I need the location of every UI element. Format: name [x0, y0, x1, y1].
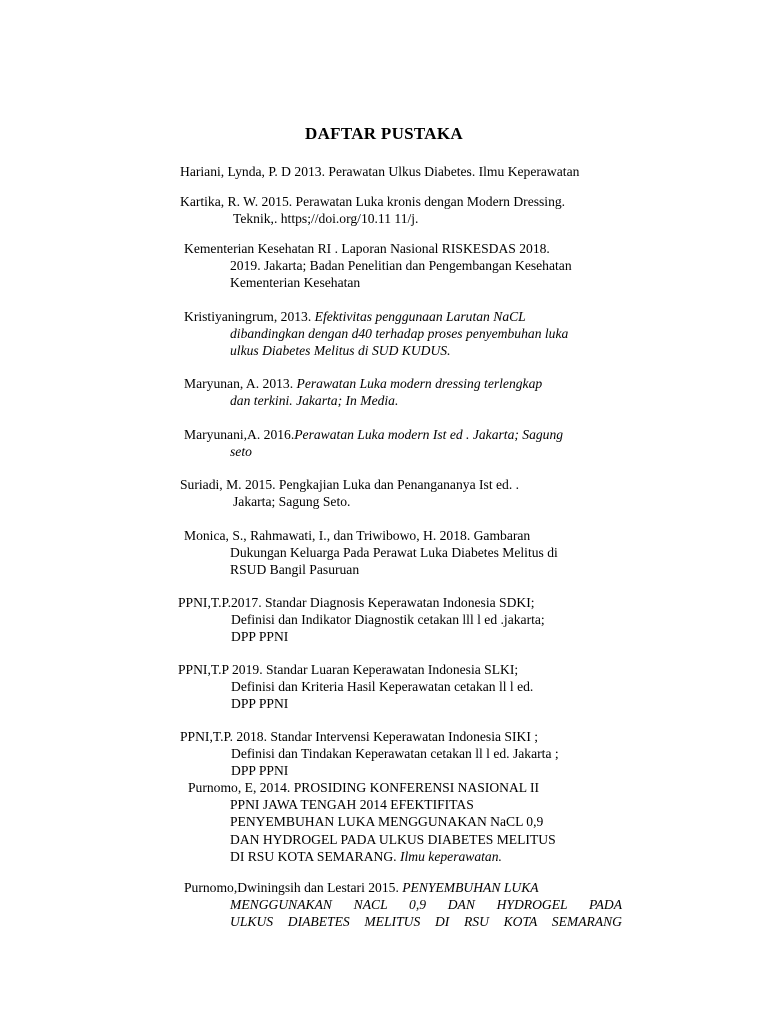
reference-italic: seto — [230, 444, 252, 460]
reference-italic: MENGGUNAKAN NACL 0,9 DAN HYDROGEL PADA — [230, 897, 622, 913]
reference-entry — [184, 375, 542, 409]
reference-italic: dan terkini. Jakarta; In Media. — [230, 393, 399, 409]
reference-entry — [178, 661, 533, 713]
reference-lead: Maryunan, A. 2013. — [184, 376, 297, 391]
reference-entry — [184, 308, 568, 360]
reference-entry — [184, 240, 572, 292]
reference-line: Kementerian Kesehatan — [230, 275, 361, 291]
reference-line: DPP PPNI — [231, 763, 289, 779]
reference-line: Teknik,. https;//doi.org/10.11 11/j. — [233, 211, 419, 227]
reference-entry — [184, 527, 558, 579]
reference-line: DPP PPNI — [231, 629, 289, 645]
reference-line: PPNI,T.P 2019. Standar Luaran Keperawatan Indonesia SLKI; — [178, 662, 519, 677]
reference-italic: Perawatan Luka modern dressing terlengkap — [296, 376, 543, 391]
reference-lead: Maryunani,A. 2016. — [184, 427, 295, 442]
reference-italic: dibandingkan dengan d40 terhadap proses penyembuhan luka — [230, 326, 569, 342]
reference-line: PPNI,T.P.2017. Standar Diagnosis Keperawatan Indonesia SDKI; — [178, 595, 535, 610]
page-title: DAFTAR PUSTAKA — [305, 124, 463, 143]
reference-italic: Efektivitas penggunaan Larutan NaCL — [314, 309, 526, 324]
reference-line: Kementerian Kesehatan RI . Laporan Nasional RISKESDAS 2018. — [184, 241, 550, 256]
reference-line: Definisi dan Indikator Diagnostik cetakan lll l ed .jakarta; — [231, 612, 545, 628]
reference-entry — [180, 476, 519, 510]
reference-line: Kartika, R. W. 2015. Perawatan Luka kronis dengan Modern Dressing. — [180, 194, 566, 209]
reference-line: Purnomo, E, 2014. PROSIDING KONFERENSI NASIONAL II — [188, 780, 540, 795]
reference-italic: ULKUS DIABETES MELITUS DI RSU KOTA SEMARANG — [230, 914, 622, 930]
reference-line: Definisi dan Tindakan Keperawatan cetakan ll l ed. Jakarta ; — [231, 746, 559, 762]
reference-italic: Perawatan Luka modern Ist ed . Jakarta; Sagung — [294, 427, 564, 442]
reference-line: Hariani, Lynda, P. D 2013. Perawatan Ulkus Diabetes. Ilmu Keperawatan — [180, 164, 580, 179]
reference-line: Jakarta; Sagung Seto. — [233, 494, 351, 510]
reference-line: Definisi dan Kriteria Hasil Keperawatan cetakan ll l ed. — [231, 679, 534, 695]
reference-entry — [184, 879, 622, 931]
reference-line: Suriadi, M. 2015. Pengkajian Luka dan Penangananya Ist ed. . — [180, 477, 520, 492]
reference-italic: Ilmu keperawatan. — [399, 848, 502, 864]
reference-lead: Purnomo,Dwiningsih dan Lestari 2015. — [184, 880, 403, 895]
reference-italic: ulkus Diabetes Melitus di SUD KUDUS. — [230, 343, 451, 359]
reference-entry — [184, 426, 563, 460]
reference-line: PPNI JAWA TENGAH 2014 EFEKTIFITAS — [230, 797, 474, 813]
reference-line: 2019. Jakarta; Badan Penelitian dan Pengembangan Kesehatan — [230, 258, 572, 274]
reference-entry — [180, 163, 579, 180]
reference-line: Dukungan Keluarga Pada Perawat Luka Diabetes Melitus di — [230, 545, 558, 561]
reference-line: DI RSU KOTA SEMARANG. — [230, 848, 400, 864]
reference-line: PENYEMBUHAN LUKA MENGGUNAKAN NaCL 0,9 — [230, 814, 544, 830]
reference-entry — [178, 594, 545, 646]
reference-line: RSUD Bangil Pasuruan — [230, 562, 360, 578]
reference-italic: PENYEMBUHAN LUKA — [402, 880, 539, 895]
reference-line: PPNI,T.P. 2018. Standar Intervensi Keperawatan Indonesia SIKI ; — [180, 729, 539, 744]
reference-line: DPP PPNI — [231, 696, 289, 712]
reference-line: DAN HYDROGEL PADA ULKUS DIABETES MELITUS — [230, 831, 556, 847]
reference-lead: Kristiyaningrum, 2013. — [184, 309, 315, 324]
reference-entry — [180, 193, 565, 227]
reference-entry — [188, 779, 556, 865]
reference-line: Monica, S., Rahmawati, I., dan Triwibowo, H. 2018. Gambaran — [184, 528, 531, 543]
reference-entry — [180, 728, 559, 780]
